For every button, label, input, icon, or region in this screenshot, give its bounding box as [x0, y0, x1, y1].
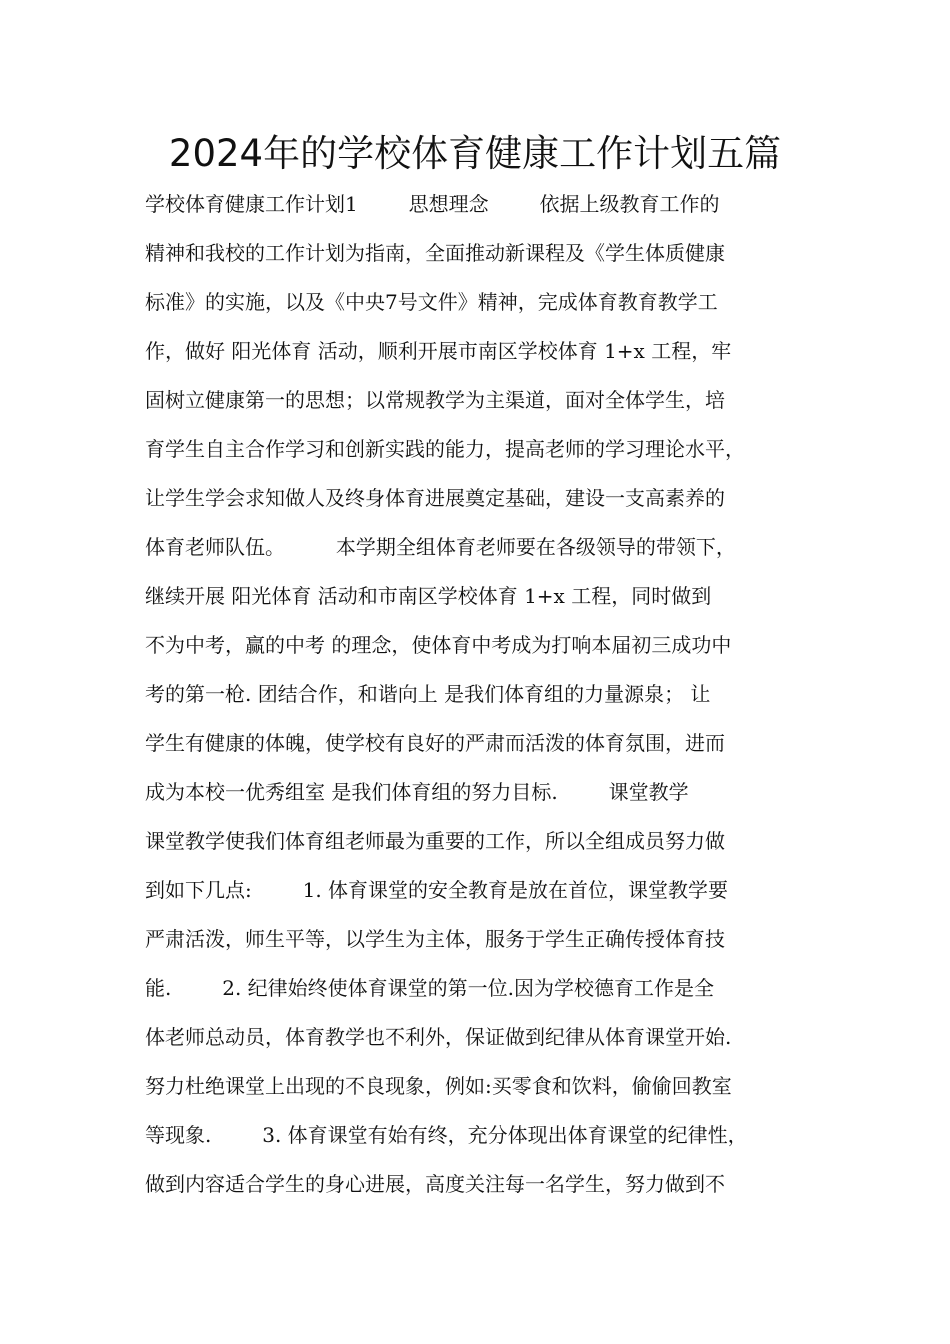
body-line: 到如下几点: 1. 体育课堂的安全教育是放在首位，课堂教学要 [145, 878, 729, 902]
body-line: 能. 2. 纪律始终使体育课堂的第一位.因为学校德育工作是全 [145, 976, 715, 1000]
body-line: 育学生自主合作学习和创新实践的能力，提高老师的学习理论水平， [145, 437, 745, 461]
body-line: 严肃活泼，师生平等，以学生为主体，服务于学生正确传授体育技 [145, 927, 725, 951]
body-line: 不为中考，赢的中考 的理念，使体育中考成为打响本届初三成功中 [145, 633, 732, 657]
body-line: 成为本校一优秀组室 是我们体育组的努力目标. 课堂教学 [145, 780, 689, 804]
body-line: 标准》的实施，以及《中央7号文件》精神，完成体育教育教学工 [145, 290, 718, 314]
document-body [145, 180, 835, 1209]
body-line: 体育老师队伍。 本学期全组体育老师要在各级领导的带领下， [145, 535, 736, 559]
body-line: 等现象. 3. 体育课堂有始有终，充分体现出体育课堂的纪律性， [145, 1123, 748, 1147]
body-line: 考的第一枪. 团结合作，和谐向上 是我们体育组的力量源泉； 让 [145, 682, 711, 706]
body-line: 精神和我校的工作计划为指南，全面推动新课程及《学生体质健康 [145, 241, 725, 265]
body-line: 继续开展 阳光体育 活动和市南区学校体育 1+x 工程，同时做到 [145, 584, 712, 608]
body-line: 让学生学会求知做人及终身体育进展奠定基础，建设一支高素养的 [145, 486, 725, 510]
body-line: 做到内容适合学生的身心进展，高度关注每一名学生，努力做到不 [145, 1172, 725, 1196]
body-line: 学生有健康的体魄，使学校有良好的严肃而活泼的体育氛围，进而 [145, 731, 725, 755]
body-line: 固树立健康第一的思想；以常规教学为主渠道，面对全体学生，培 [145, 388, 725, 412]
body-line: 作，做好 阳光体育 活动，顺利开展市南区学校体育 1+x 工程，牢 [145, 339, 732, 363]
body-line: 努力杜绝课堂上出现的不良现象，例如:买零食和饮料，偷偷回教室 [145, 1074, 732, 1098]
body-line: 学校体育健康工作计划1 思想理念 依据上级教育工作的 [145, 192, 720, 216]
document-title: 2024年的学校体育健康工作计划五篇 [168, 132, 782, 175]
body-line: 体老师总动员，体育教学也不利外，保证做到纪律从体育课堂开始. [145, 1025, 732, 1049]
body-line: 课堂教学使我们体育组老师最为重要的工作，所以全组成员努力做 [145, 829, 725, 853]
